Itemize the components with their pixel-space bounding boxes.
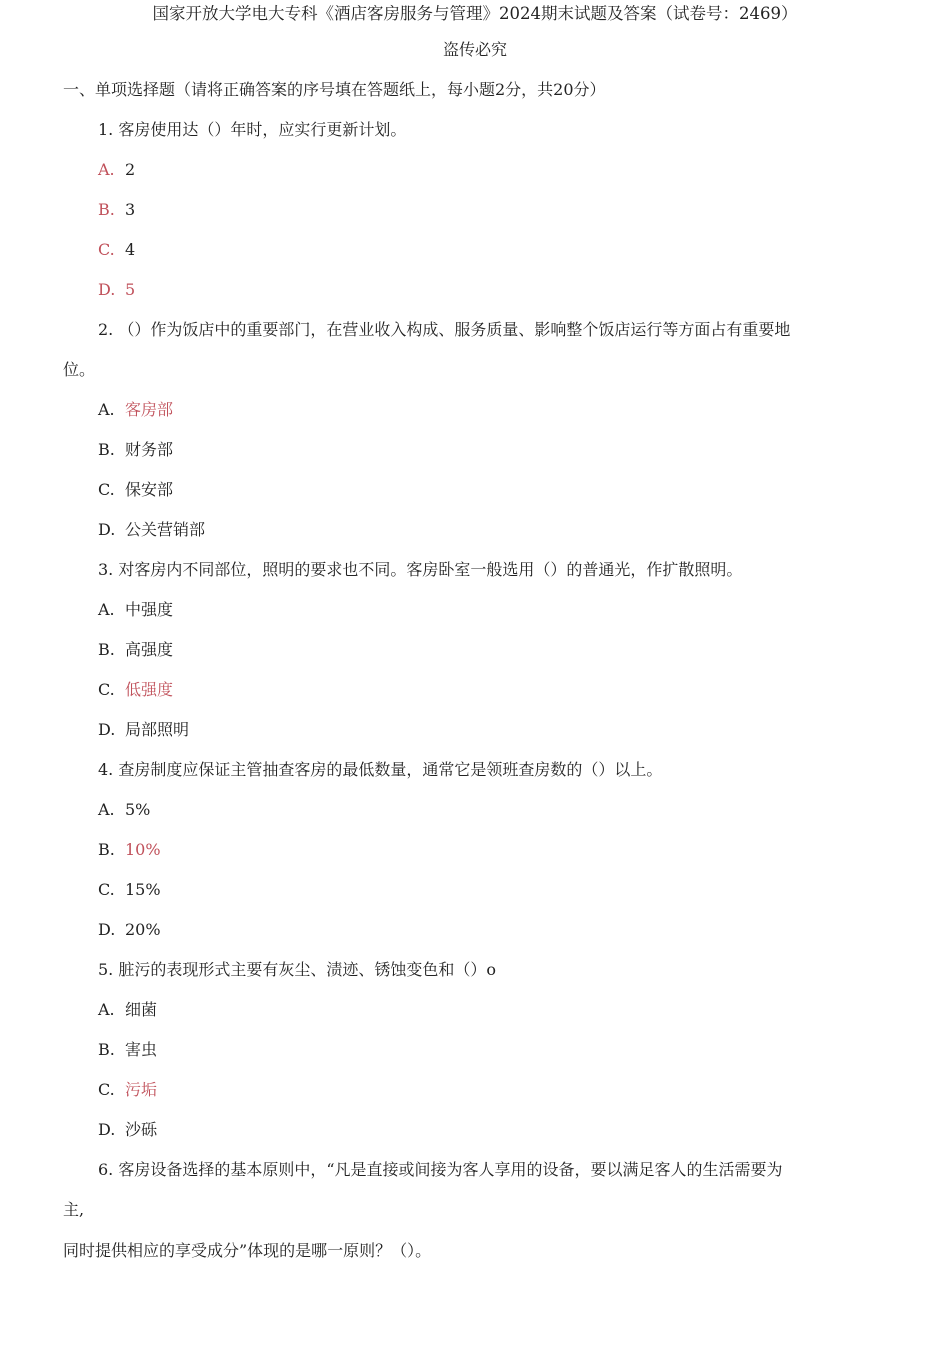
question-text: 对客房内不同部位，照明的要求也不同。客房卧室一般选用（）的普通光，作扩散照明。 (118, 560, 743, 579)
option-2b (98, 439, 173, 461)
option-4c (98, 879, 161, 901)
option-text: 财务部 (125, 440, 174, 459)
question-number: 5. (98, 960, 114, 979)
option-letter: D. (98, 720, 116, 739)
question-number: 2. (98, 320, 114, 339)
question-1 (98, 119, 406, 141)
question-text: 查房制度应保证主管抽查客房的最低数量，通常它是领班查房数的（）以上。 (118, 760, 663, 779)
option-letter: A. (98, 400, 115, 419)
question-2-continued: 位。 (63, 360, 96, 379)
option-1a (98, 159, 135, 181)
option-text: 低强度 (125, 680, 174, 699)
question-number: 1. (98, 120, 114, 139)
question-5 (98, 959, 496, 981)
option-letter: D. (98, 520, 116, 539)
option-letter: A. (98, 800, 115, 819)
option-2a (98, 399, 173, 421)
option-4b (98, 839, 161, 861)
option-letter: C. (98, 240, 115, 259)
question-6 (98, 1159, 783, 1181)
option-letter: B. (98, 640, 115, 659)
option-5d (98, 1119, 157, 1141)
option-3b (98, 639, 173, 661)
option-5a (98, 999, 157, 1021)
option-3c (98, 679, 173, 701)
option-text: 公关营销部 (125, 520, 206, 539)
option-5b (98, 1039, 157, 1061)
document-title: 国家开放大学电大专科《酒店客房服务与管理》2024期末试题及答案（试卷号：2469） (152, 4, 798, 23)
option-text: 害虫 (125, 1040, 158, 1059)
option-letter: C. (98, 880, 115, 899)
question-4 (98, 759, 662, 781)
option-letter: C. (98, 680, 115, 699)
question-text: 脏污的表现形式主要有灰尘、渍迹、锈蚀变色和（）o (118, 960, 496, 979)
question-number: 4. (98, 760, 114, 779)
option-letter: A. (98, 160, 115, 179)
question-6-continued: 主, (63, 1200, 85, 1219)
option-letter: D. (98, 1120, 116, 1139)
option-letter: D. (98, 280, 116, 299)
option-text: 保安部 (125, 480, 174, 499)
question-2 (98, 319, 790, 341)
option-text: 高强度 (125, 640, 174, 659)
document-subtitle: 盗传必究 (442, 40, 507, 59)
option-letter: B. (98, 1040, 115, 1059)
question-6-continued-2: 同时提供相应的享受成分”体现的是哪一原则？（）。 (63, 1241, 432, 1260)
question-number: 6. (98, 1160, 114, 1179)
option-4d (98, 919, 161, 941)
option-text: 10% (125, 840, 161, 859)
question-3 (98, 559, 742, 581)
option-text: 5% (125, 800, 151, 819)
option-1c (98, 239, 135, 261)
option-text: 20% (125, 920, 161, 939)
question-text: （）作为饭店中的重要部门，在营业收入构成、服务质量、影响整个饭店运行等方面占有重要地 (118, 320, 791, 339)
option-text: 局部照明 (125, 720, 190, 739)
option-3d (98, 719, 189, 741)
option-text: 中强度 (125, 600, 174, 619)
option-2c (98, 479, 173, 501)
option-1b (98, 199, 135, 221)
option-text: 3 (125, 200, 136, 219)
option-letter: C. (98, 480, 115, 499)
option-text: 2 (125, 160, 136, 179)
option-text: 5 (125, 280, 136, 299)
option-5c (98, 1079, 157, 1101)
section-heading: 一、单项选择题（请将正确答案的序号填在答题纸上，每小题2分，共20分） (63, 80, 606, 99)
option-text: 沙砾 (125, 1120, 158, 1139)
option-letter: B. (98, 440, 115, 459)
question-text: 客房使用达（）年时，应实行更新计划。 (118, 120, 407, 139)
option-text: 15% (125, 880, 161, 899)
option-text: 4 (125, 240, 136, 259)
option-letter: A. (98, 600, 115, 619)
option-letter: C. (98, 1080, 115, 1099)
option-4a (98, 799, 150, 821)
option-text: 细菌 (125, 1000, 158, 1019)
option-letter: A. (98, 1000, 115, 1019)
option-2d (98, 519, 205, 541)
option-text: 污垢 (125, 1080, 158, 1099)
option-3a (98, 599, 173, 621)
question-number: 3. (98, 560, 114, 579)
option-letter: B. (98, 840, 115, 859)
question-text: 客房设备选择的基本原则中，“凡是直接或间接为客人享用的设备，要以满足客人的生活需要为 (118, 1160, 783, 1179)
option-text: 客房部 (125, 400, 174, 419)
option-letter: D. (98, 920, 116, 939)
option-letter: B. (98, 200, 115, 219)
option-1d (98, 279, 135, 301)
